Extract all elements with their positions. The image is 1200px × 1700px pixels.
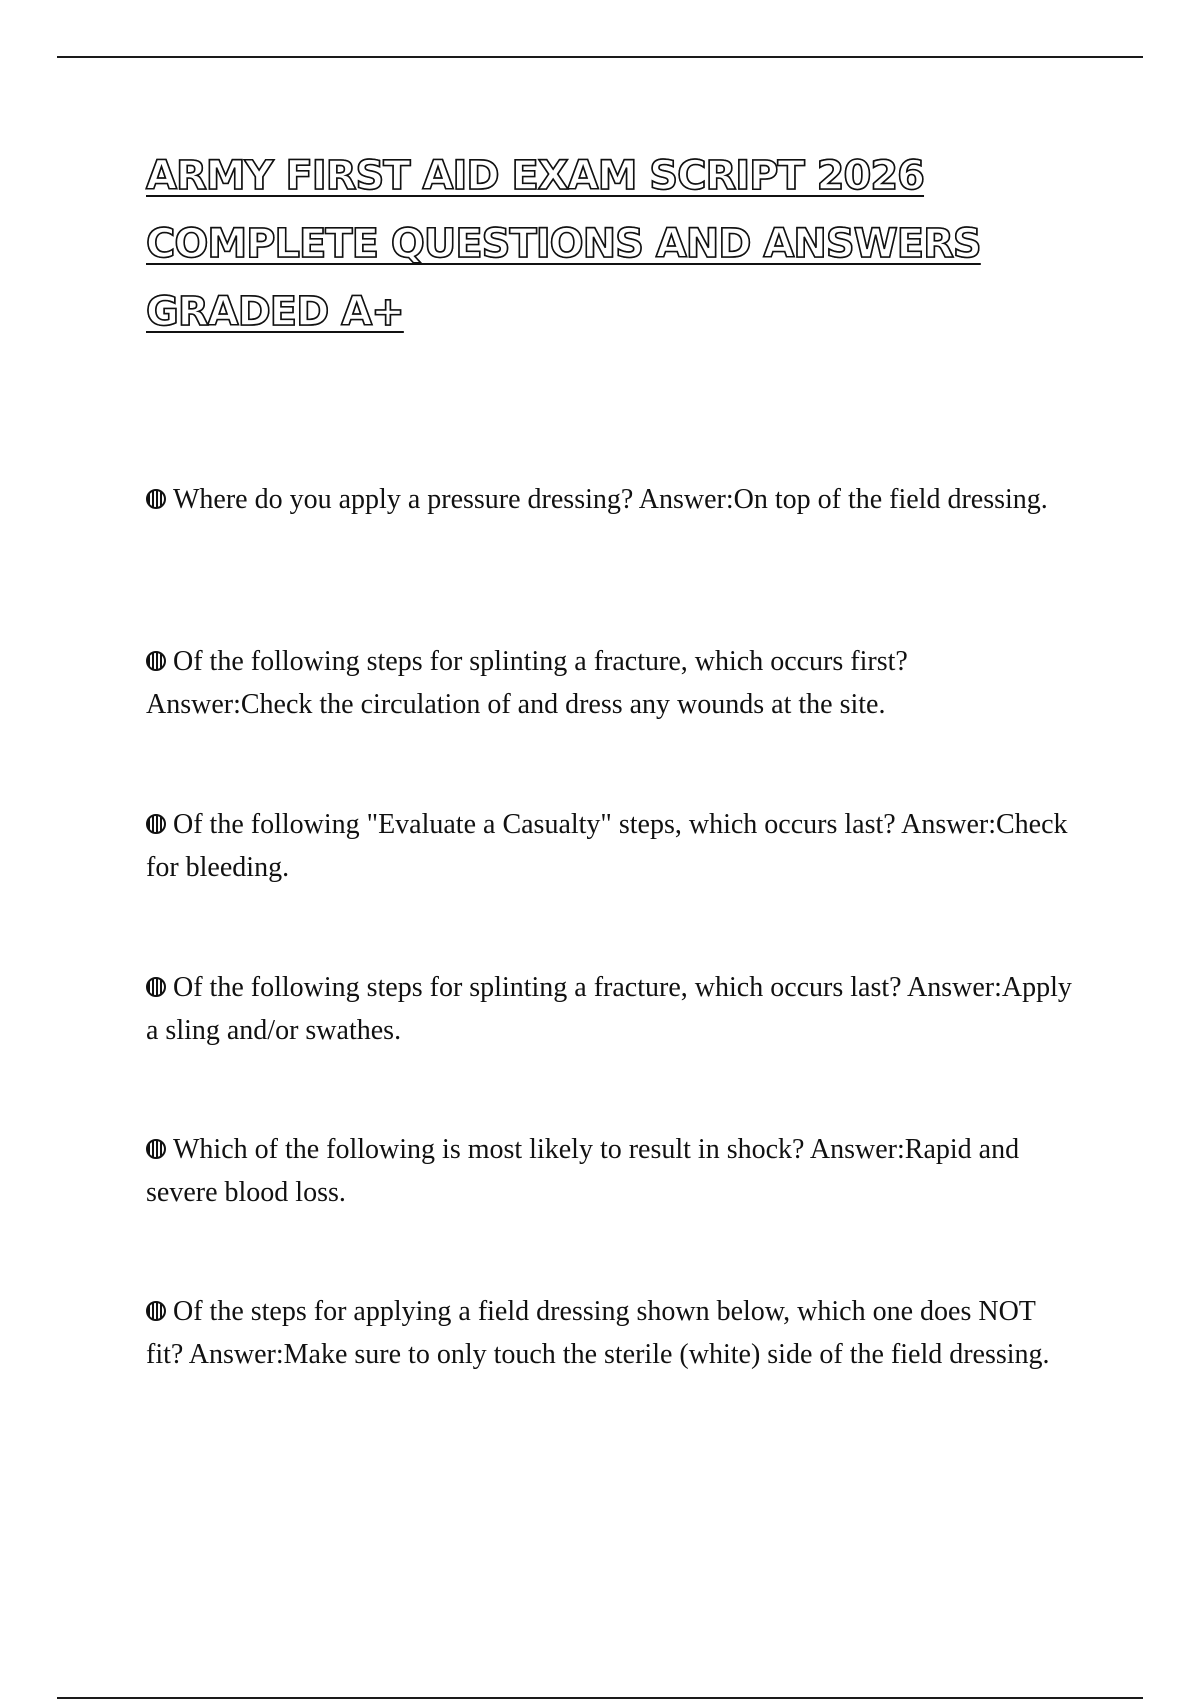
title-line: COMPLETE QUESTIONS AND ANSWERS [146,221,981,267]
circle-striped-bullet-icon [146,1139,166,1159]
qa-text: Of the following steps for splinting a fracture, which occurs last? Answer:Apply a sling and/or swathes. [146,972,1072,1046]
circle-striped-bullet-icon [146,814,166,834]
qa-text: Of the following "Evaluate a Casualty" steps, which occurs last? Answer:Check for bleeding. [146,809,1068,883]
bottom-rule [57,1697,1143,1699]
qa-item [146,640,1076,726]
qa-text: Of the following steps for splinting a fracture, which occurs first? Answer:Check the circulation of and dress any wounds at the site. [146,646,908,720]
qa-item [146,1290,1076,1376]
circle-striped-bullet-icon [146,489,166,509]
qa-item [146,478,1076,521]
qa-text: Of the steps for applying a field dressing shown below, which one does NOT fit? Answer:Make sure to only touch the sterile (white) side of the field dressing. [146,1296,1050,1370]
circle-striped-bullet-icon [146,977,166,997]
qa-item [146,803,1076,889]
circle-striped-bullet-icon [146,651,166,671]
qa-text: Where do you apply a pressure dressing? Answer:On top of the field dressing. [173,484,1048,515]
top-rule [57,56,1143,58]
title-line: ARMY FIRST AID EXAM SCRIPT 2026 [146,153,925,199]
page-title [146,142,1046,346]
qa-text: Which of the following is most likely to result in shock? Answer:Rapid and severe blood loss. [146,1134,1020,1208]
circle-striped-bullet-icon [146,1301,166,1321]
qa-item [146,1128,1076,1214]
title-line: GRADED A+ [146,289,404,335]
qa-item [146,966,1076,1052]
